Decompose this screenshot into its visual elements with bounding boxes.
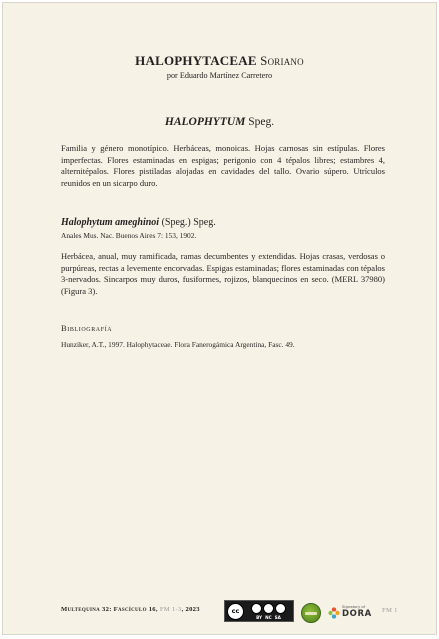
cc-icon-row [251, 603, 286, 614]
cc-term-by: BY [256, 614, 263, 620]
species-author: (Speg.) Speg. [161, 217, 216, 228]
family-author: Soriano [260, 53, 304, 68]
sharealike-icon [275, 603, 286, 614]
species-reference: Anales Mus. Nac. Buenos Aires 7: 153, 1902. [61, 231, 197, 240]
species-description: Herbácea, anual, muy ramificada, ramas decumbentes y extendidas. Hojas crasas, verdosas o purpúreas, rectas a levemente encorvadas. Espigas estaminadas; flores estaminadas con tépalos 3-nervados. Sincarpos muy duros, fusiformes, rojizos, blanquecinos en seco. (MERL 37980) (Figura 3). [61, 251, 385, 296]
cc-circle-icon: cc [227, 603, 244, 620]
genus-description: Familia y género monotípico. Herbáceas, monoicas. Hojas carnosas sin estípulas. Flores imperfectas. Flores estaminadas en espigas; perigonio con 4 tépalos libres; estambres 4, alternitépalos. Flores pistiladas alojadas en cavidades del tallo. Ovario súpero. Utrículos reunidos en un sicarpo duro. [61, 143, 385, 188]
species-heading [61, 217, 216, 228]
cc-term-sa: SA [274, 614, 281, 620]
journal-footer [61, 606, 200, 613]
journal-citation: Multequina 32: Fascículo 16, [61, 606, 158, 613]
creative-commons-icon[interactable] [224, 600, 294, 622]
dora-badge[interactable] [328, 603, 376, 623]
bibliography-entry: Hunziker, A.T., 1997. Halophytaceae. Flora Fanerogámica Argentina, Fasc. 49. [61, 340, 295, 349]
cc-term-nc: NC [265, 614, 272, 620]
genus-name: HALOPHYTUM [164, 116, 246, 128]
author-byline: por Eduardo Martínez Carretero [166, 71, 273, 80]
cc-label-row [256, 615, 281, 620]
noncommercial-icon [263, 603, 274, 614]
seal-icon [301, 603, 321, 623]
genus-title [3, 116, 436, 128]
species-name: Halophytum ameghinoi [61, 217, 160, 228]
dora-flower-icon [328, 607, 340, 619]
dora-wordmark: DORA [342, 609, 372, 619]
paper-page [2, 2, 437, 635]
genus-author: Speg. [248, 116, 275, 128]
cc-terms-icons [246, 603, 291, 620]
journal-year: , 2023 [181, 606, 200, 613]
dora-signatory-text: Signatory of [342, 604, 366, 609]
page-range: FM 1-3 [159, 606, 182, 613]
family-name: HALOPHYTACEAE [135, 53, 257, 68]
family-title [3, 53, 436, 69]
page-code: FM 1 [382, 607, 398, 614]
attribution-icon [251, 603, 262, 614]
bibliography-heading: Bibliografía [61, 323, 113, 333]
